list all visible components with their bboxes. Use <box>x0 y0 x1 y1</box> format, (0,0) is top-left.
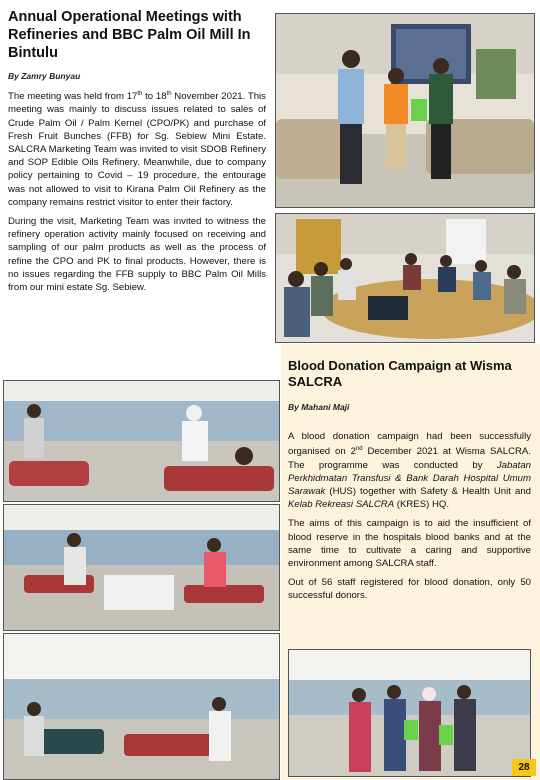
article1-paragraph-2: During the visit, Marketing Team was invited to witness the refinery operation activity mainly focused on receiving and sampling of our palm products as well as the process of refine the CPO and PK to final products. However, there is no issues regarding the FFB supply to BBC Palm Oil Mills from our mini estate Sg. Sebiew. <box>8 216 266 294</box>
article1-title: Annual Operational Meetings with Refineries and BBC Palm Oil Mill In Bintulu <box>8 9 251 61</box>
photo-blood-donation-group <box>288 649 531 777</box>
photo-meeting-handover <box>275 13 535 208</box>
article2-paragraph-2: The aims of this campaign is to aid the insufficient of blood reserve in the hospitals blood banks and at the same time to cultivate a caring and supportive environment among SALCRA staff. <box>288 518 531 570</box>
photo-blood-donation-3 <box>3 633 280 780</box>
page-number: 28 <box>512 759 536 776</box>
photo-conference-room <box>275 213 535 343</box>
photo-blood-donation-1 <box>3 380 280 502</box>
article1-paragraph-1: The meeting was held from 17th to 18th November 2021. This meeting was mainly to discuss issues related to sales of Crude Palm Oil / Palm Kernel (CPO/PK) and purchase of Fresh Fruit Bunches (FFB) for Sg. Sebiew Mini Estate. SALCRA Marketing Team was invited to visit SDOB Refinery and SOP Edible Oils Refinery. Meanwhile, due to company policy pertaining to Covid – 19 procedure, the entourage was not allowed to visit to Kirana Palm Oil Refinery as the company remains restrict visitor to enter their factory. <box>8 91 266 208</box>
article1-body <box>8 88 266 300</box>
blood-donation-panel <box>281 344 540 780</box>
article2-title: Blood Donation Campaign at Wisma SALCRA <box>288 358 512 389</box>
article2-byline: By Mahani Maji <box>288 402 350 412</box>
article2-paragraph-1: A blood donation campaign had been successfully organised on 2nd December 2021 at Wisma SALCRA. The programme was conducted by Jabatan Perkhidmatan Transfusi & Bank Darah Hospital Umum Sarawak (HUS) together with Safety & Health Unit and Kelab Rekreasi SALCRA (KRES) HQ. <box>288 431 531 511</box>
article1-byline: By Zamry Bunyau <box>8 71 81 81</box>
article2-paragraph-3: Out of 56 staff registered for blood donation, only 50 successful donors. <box>288 577 531 602</box>
article2-body <box>288 430 531 609</box>
photo-blood-donation-2 <box>3 504 280 631</box>
